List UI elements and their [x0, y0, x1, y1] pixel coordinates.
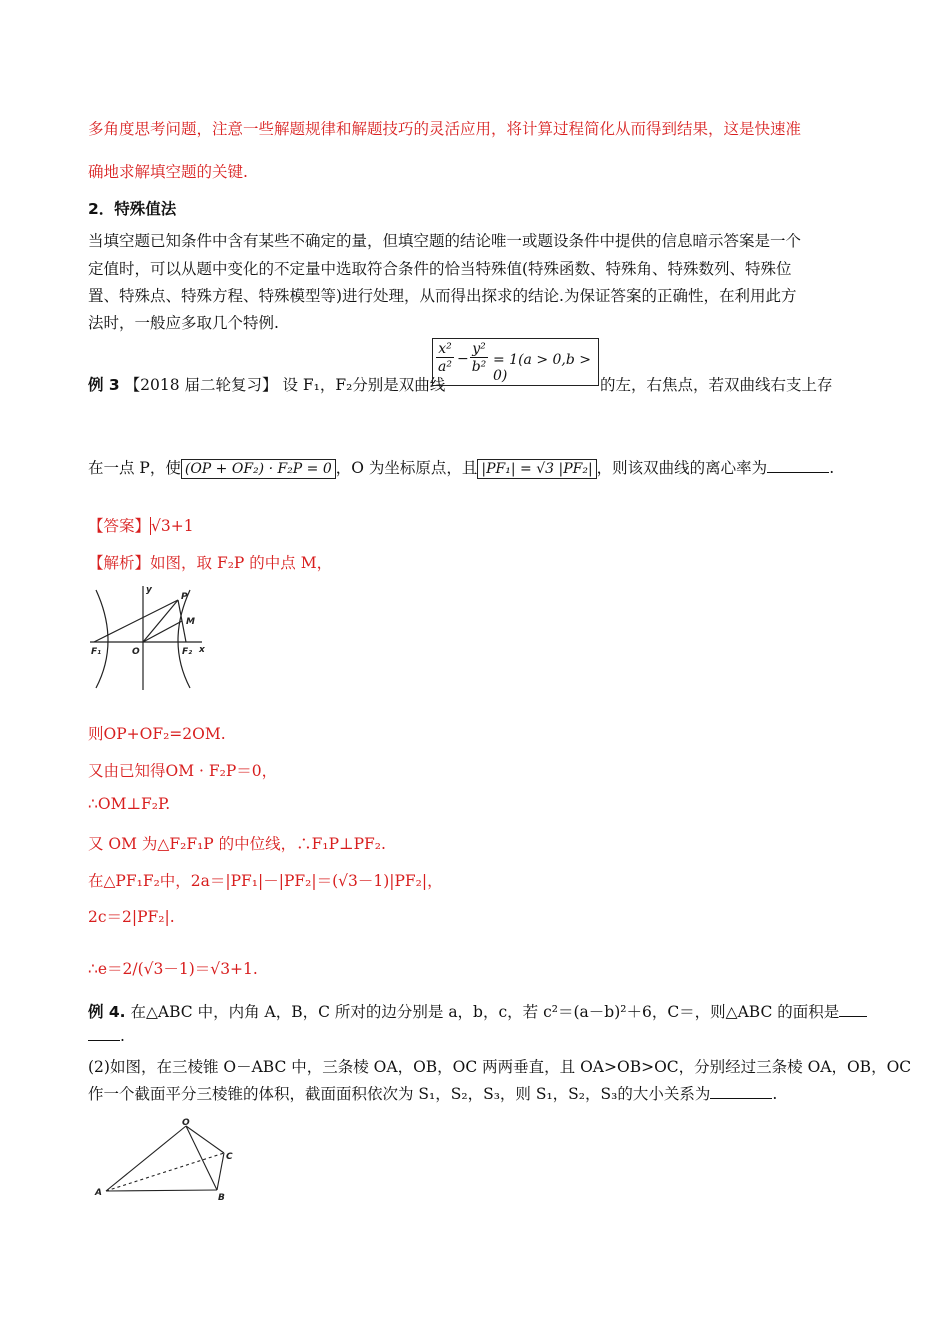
edge-BC — [217, 1153, 224, 1190]
fig-label-F1: F₁ — [91, 647, 102, 657]
hyperbola-right-branch — [178, 590, 193, 688]
fig-label-x: x — [199, 645, 205, 655]
example3-label: 例 3 — [88, 376, 120, 394]
example4-label: 例 4. — [88, 1003, 126, 1021]
analysis-label: 【解析】 — [88, 554, 151, 572]
example4-text-2: . — [120, 1027, 125, 1045]
example3-line-2 — [88, 456, 834, 479]
intro-line-2: 确地求解填空题的关键. — [88, 163, 248, 181]
segment-OP — [143, 600, 178, 642]
example4-part2-text: 作一个截面平分三棱锥的体积，截面面积依次为 S₁，S₂，S₃，则 S₁，S₂，S₃的大小关系为 — [88, 1085, 711, 1103]
edge-OA — [106, 1126, 186, 1191]
intro-line-1: 多角度思考问题，注意一些解题规律和解题技巧的灵活应用，将计算过程简化从而得到结果，这是快速准 — [88, 120, 802, 138]
analysis-step-2: 又由已知得OM · F₂P＝0， — [88, 762, 278, 780]
edge-OB — [186, 1126, 217, 1190]
example3-text-e: ，则该双曲线的离心率为 — [596, 459, 768, 477]
pyramid-figure — [92, 1115, 252, 1210]
example3-text-c: 在一点 P，使 — [88, 459, 181, 477]
example4-blank-1a — [839, 1004, 867, 1017]
section-heading: 2．特殊值法 — [88, 200, 177, 218]
analysis-step-6: 2c＝2|PF₂|. — [88, 908, 175, 926]
example4-part2-line-1: (2)如图，在三棱锥 O－ABC 中，三条棱 OA，OB，OC 两两垂直，且 OA>OB>OC，分别经过三条棱 OA，OB，OC — [88, 1058, 912, 1076]
fig-label-M: M — [186, 617, 195, 627]
fig-label-O: O — [132, 647, 140, 657]
answer-value: √3+1 — [151, 517, 194, 535]
example3-line-1 — [88, 373, 445, 395]
example3-text-a: 设 F₁，F₂分别是双曲线 — [282, 376, 446, 394]
example4-part2-line-2 — [88, 1082, 777, 1104]
hyperbola-figure — [86, 580, 216, 692]
fig-label-C: C — [226, 1152, 233, 1162]
answer-label: 【答案】 — [88, 517, 151, 535]
example3-text-f: . — [829, 459, 835, 477]
paragraph-line-4: 法时，一般应多取几个特例. — [88, 314, 279, 332]
paragraph-line-3: 置、特殊点、特殊方程、特殊模型等)进行处理，从而得出探求的结论.为保证答案的正确性，在利用此方 — [88, 287, 797, 305]
condition-vector-dot: (OP + OF₂) · F₂P = 0 — [181, 459, 336, 479]
edge-OC — [186, 1126, 224, 1153]
analysis-step-3: ∴OM⊥F₂P. — [88, 795, 171, 813]
condition-distance-ratio: |PF₁| = √3 |PF₂| — [477, 459, 596, 479]
example4-line-1 — [88, 1000, 867, 1022]
example3-text-d: ，O 为坐标原点，且 — [335, 459, 478, 477]
analysis-text: 如图，取 F₂P 的中点 M， — [150, 554, 333, 572]
answer-blank — [767, 460, 829, 473]
edge-AB — [106, 1190, 217, 1191]
analysis-step-1: 则OP+OF₂=2OM. — [88, 725, 226, 743]
example4-line-2 — [88, 1027, 125, 1045]
analysis-step-5: 在△PF₁F₂中，2a＝|PF₁|－|PF₂|＝(√3－1)|PF₂|， — [88, 872, 443, 890]
example4-blank-2 — [710, 1086, 772, 1099]
fig-label-O: O — [182, 1118, 190, 1128]
example4-text-1: 在△ABC 中，内角 A，B，C 所对的边分别是 a，b，c，若 c²＝(a－b)²＋6，C＝，则△ABC 的面积是 — [130, 1003, 840, 1021]
fig-label-A: A — [95, 1188, 102, 1198]
paragraph-line-2: 定值时，可以从题中变化的不定量中选取符合条件的恰当特殊值(特殊函数、特殊角、特殊数列、特殊位 — [88, 260, 792, 278]
example4-part2-end: . — [772, 1085, 778, 1103]
answer-line — [88, 514, 194, 536]
example4-blank-1b — [88, 1028, 120, 1041]
example3-source: 【2018 届二轮复习】 — [124, 376, 278, 394]
analysis-step-7: ∴e＝2/(√3－1)＝√3+1. — [88, 960, 258, 978]
analysis-step-4: 又 OM 为△F₂F₁P 的中位线，∴F₁P⊥PF₂. — [88, 835, 386, 853]
segment-OM — [143, 621, 182, 642]
hyperbola-equation-box: x² a² − y² b² = 1(a > 0,b > 0) — [432, 338, 599, 386]
hyperbola-left-branch — [96, 590, 108, 688]
fig-label-B: B — [218, 1193, 225, 1203]
example3-text-b: 的左，右焦点，若双曲线右支上存 — [600, 376, 833, 394]
fig-label-P: P — [181, 592, 188, 602]
edge-AC-hidden — [106, 1153, 224, 1191]
analysis-line — [88, 551, 332, 573]
paragraph-line-1: 当填空题已知条件中含有某些不确定的量，但填空题的结论唯一或题设条件中提供的信息暗示答案是一个 — [88, 232, 802, 250]
fig-label-y: y — [146, 585, 152, 595]
fig-label-F2: F₂ — [182, 647, 193, 657]
